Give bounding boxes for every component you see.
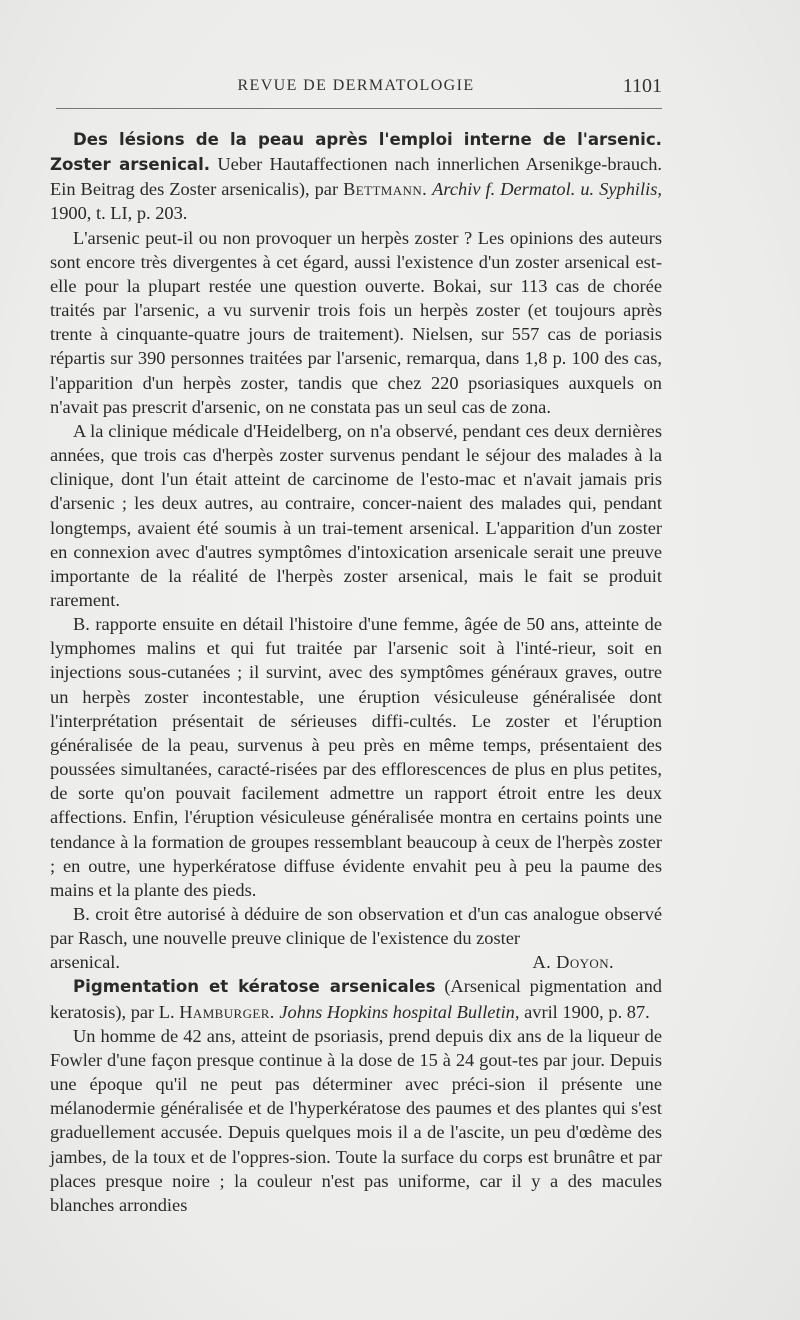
article-1-closing-word: arsenical. [50, 952, 120, 973]
article-1-closing [50, 950, 662, 974]
article-2-author: Hamburger. [179, 1001, 275, 1022]
page-header [50, 77, 662, 103]
running-title: REVUE DE DERMATOLOGIE [237, 77, 475, 94]
article-2-journal: Johns Hopkins hospital Bulletin, [279, 1001, 520, 1022]
article-1-signature: A. Doyon. [532, 952, 614, 973]
article-1-title: Des lésions de la peau après l'emploi interne de l'arsenic. [73, 130, 662, 149]
article-2-paragraph: Un homme de 42 ans, atteint de psoriasis, prend depuis dix ans de la liqueur de Fowler d'une façon presque continue à la dose de 15 à 24 gout-tes par jour. Depuis une époque qu'il ne peut pas déterminer avec préci-sion il présente une mélanodermie généralisée et de l'hyperkératose des paumes et des plantes qui s'est graduellement accusée. Depuis quelques mois il a de l'ascite, un peu d'œdème des jambes, de la toux et de l'oppres-sion. Toute la surface du corps est brunâtre et par places presque noire ; la couleur n'est pas uniforme, car il y a des macules blanches arrondies [50, 1025, 662, 1215]
article-1-paragraph: A la clinique médicale d'Heidelberg, on n'a observé, pendant ces deux dernières années, que trois cas d'herpès zoster survenus pendant le séjour des malades à la clinique, dont l'un était atteint de carcinome de l'esto-mac et n'avait jamais pris d'arsenic ; les deux autres, au contraire, concer-naient des malades qui, pendant longtemps, avaient été soumis à un trai-tement arsenical. L'apparition d'un zoster en connexion avec d'autres symptômes d'intoxication arsenicale serait une preuve importante de la réalité de l'herpès zoster arsenical, mais le fait se produit rarement. [50, 420, 662, 610]
article-1-paragraph: B. rapporte ensuite en détail l'histoire d'une femme, âgée de 50 ans, atteinte de lymphomes malins et qui fut traitée par l'arsenic soit à l'inté-rieur, soit en injections sous-cutanées ; il survint, avec des symptômes généraux graves, outre un herpès zoster incontestable, une éruption vésiculeuse généralisée dont l'interprétation présentait de sérieuses diffi-cultés. Le zoster et l'éruption généralisée de la peau, survenus à peu près en même temps, présentaient des poussées simultanées, caracté-risées par des efflorescences de plus en plus petites, de sorte qu'on pouvait facilement admettre un rapport étroit entre les deux affections. Enfin, l'éruption vésiculeuse généralisée montra en certains points une tendance à la formation de groupes ressemblant beaucoup à ceux de l'herpès zoster ; en outre, une hyperkératose diffuse évidente envahit peu à peu la paume des mains et la plante des pieds. [50, 614, 662, 900]
article-2-heading [50, 974, 662, 1023]
article-1-title-line-2: Zoster arsenical. [50, 155, 211, 175]
article-1-paragraph: B. croit être autorisé à déduire de son observation et d'un cas analogue observé par Rasch, une nouvelle preuve clinique de l'existence du zoster [50, 904, 662, 949]
article-1-paragraph: L'arsenic peut-il ou non provoquer un herpès zoster ? Les opinions des auteurs sont encore très divergentes à cet égard, aussi l'existence d'un zoster arsenical est-elle pour la plupart restée une question ouverte. Bokai, sur 113 cas de chorée traités par l'arsenic, a vu survenir trois fois un herpès zoster (et toujours après trente à cinquante-quatre jours de traitement). Nielsen, sur 557 cas de poriasis répartis sur 390 personnes traitées par l'arsenic, remarqua, dans 1,8 p. 100 des cas, l'apparition d'un herpès zoster, tandis que chez 220 psoriasiques auxquels on n'avait pas prescrit d'arsenic, on ne constata pas un seul cas de zona. [50, 227, 662, 417]
article-1-heading [50, 127, 662, 226]
body-text [50, 127, 662, 1217]
article-1-citation-end: 1900, t. LI, p. 203. [50, 203, 188, 224]
page-number: 1101 [622, 75, 662, 97]
header-rule [56, 108, 662, 109]
article-1-journal: Archiv f. Dermatol. u. Syphilis, [432, 179, 662, 200]
article-1-citation: Ueber Hautaffectionen nach innerlichen Arsenikge-brauch. Ein Beitrag des Zoster arsenicalis), par [50, 154, 662, 200]
article-2-citation-end: avril 1900, p. 87. [524, 1001, 650, 1022]
article-2-title: Pigmentation et kératose arsenicales [73, 977, 436, 997]
article-1-author: Bettmann. [343, 179, 428, 200]
article-2-citation: (Arsenical pigmentation and keratosis), par L. [50, 976, 662, 1022]
